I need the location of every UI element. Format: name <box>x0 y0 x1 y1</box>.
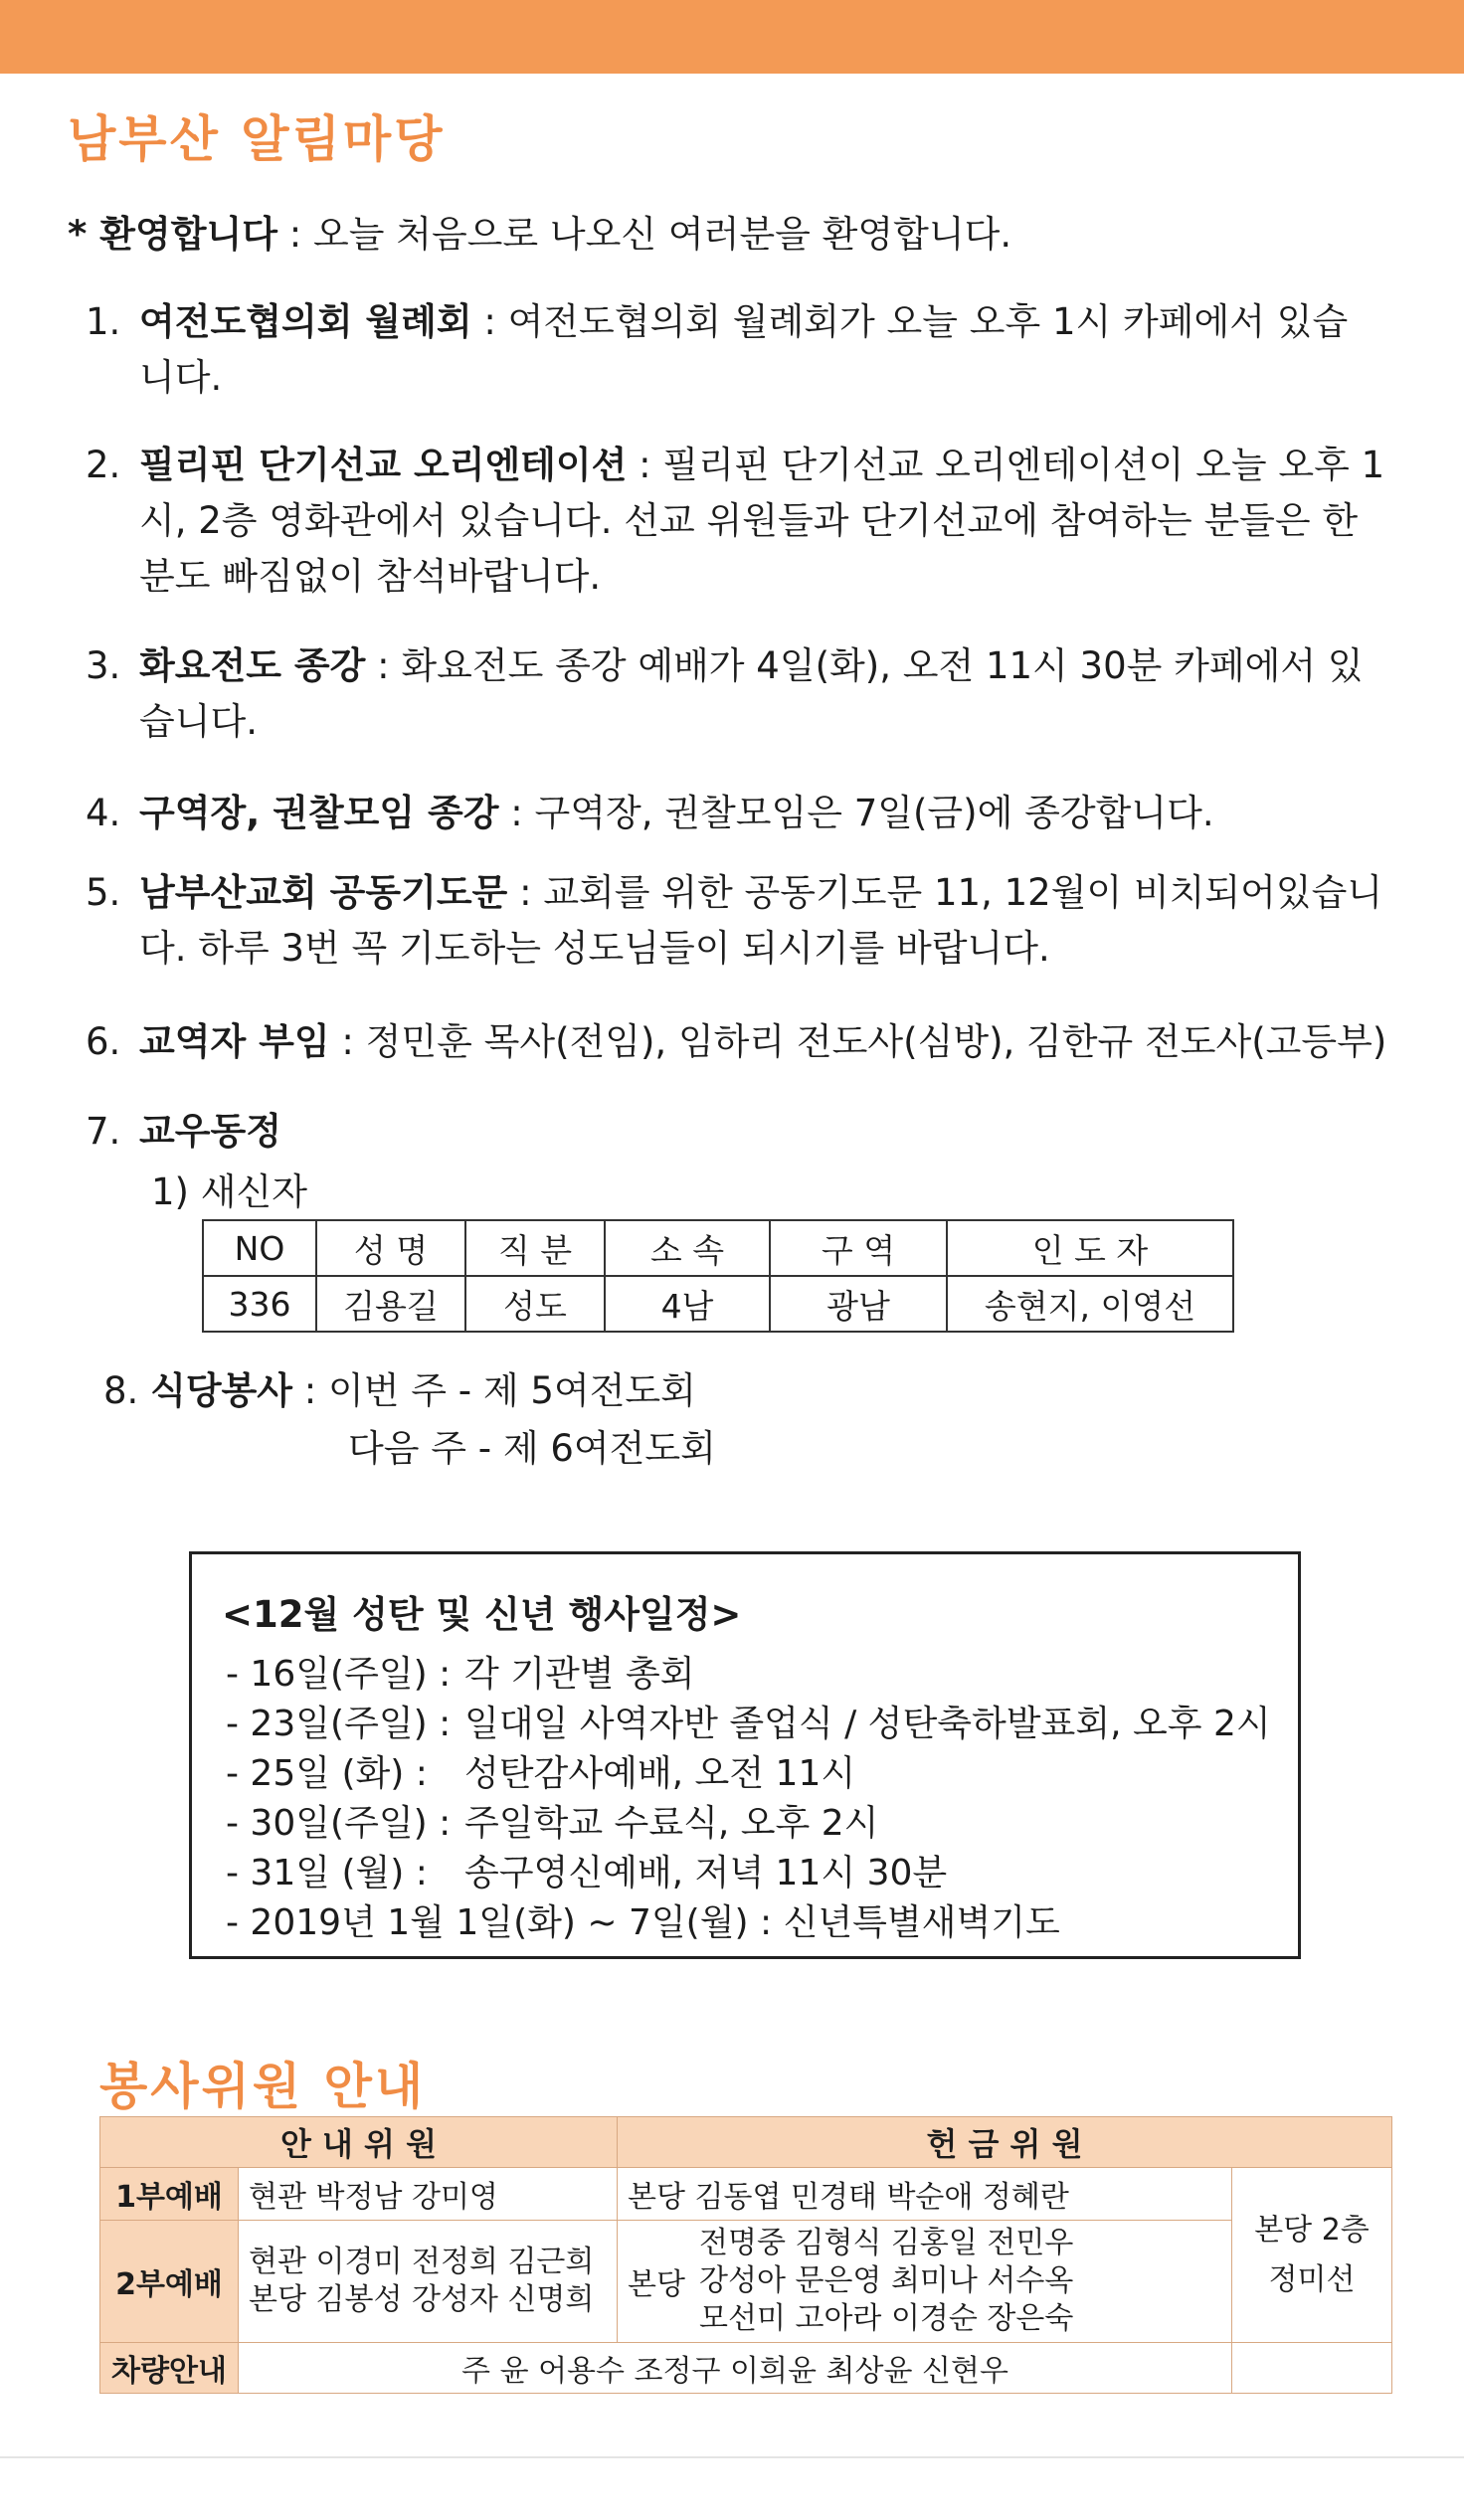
schedule-title: <12월 성탄 및 신년 행사일정> <box>222 1593 742 1636</box>
table-cell: 336 <box>203 1276 316 1332</box>
schedule-row <box>226 1646 695 1697</box>
schedule-date: - 25일 (화) : <box>226 1753 428 1794</box>
welcome-sep: : <box>276 213 313 256</box>
table-cell: 성도 <box>465 1276 605 1332</box>
item-label: 화요전도 종강 <box>139 644 366 687</box>
welcome-line <box>68 204 1011 258</box>
notice-item-3: 3. 화요전도 종강 : 화요전도 종강 예배가 4일(화), 오전 11시 30분 카페에서 있습니다. <box>86 638 1378 750</box>
service-guide <box>239 2221 618 2343</box>
schedule-text: 성탄감사예배, 오전 11시 <box>464 1753 856 1794</box>
item-text: 여전도협의회 월례회가 오늘 오후 1시 카페에서 있습니다. <box>139 300 1349 399</box>
schedule-date: - 16일(주일) : <box>226 1654 452 1695</box>
service-row-second <box>100 2221 1392 2343</box>
service-extra-place: 본당 2층 <box>1254 2212 1370 2248</box>
notice-item-2: 2. 필리핀 단기선교 오리엔테이션 : 필리핀 단기선교 오리엔테이션이 오늘 오후 1시, 2층 영화관에서 있습니다. 선교 위원들과 단기선교에 참여하는 분들은 한분도 빠짐없이 참석바랍니다. <box>86 438 1388 605</box>
service-offering <box>618 2221 1232 2343</box>
top-color-band <box>0 0 1464 74</box>
service-row-first <box>100 2168 1392 2221</box>
service-offering: 본당 김동엽 민경태 박순애 정혜란 <box>618 2168 1232 2221</box>
service-guide-line: 현관 이경미 전정희 김근희 <box>249 2245 595 2279</box>
service-row-parking <box>100 2343 1392 2394</box>
schedule-date: - 2019년 1월 1일(화) ~ 7일(월) : <box>226 1902 773 1943</box>
table-cell: 송현지, 이영선 <box>947 1276 1233 1332</box>
meal-number: 8. <box>103 1369 139 1412</box>
meal-service <box>103 1362 716 1478</box>
meal-next-week: 다음 주 - 제 6여전도회 <box>348 1427 716 1470</box>
service-header-guide: 안 내 위 원 <box>100 2117 618 2168</box>
service-header-offering: 헌 금 위 원 <box>618 2117 1392 2168</box>
item-text: 교회를 위한 공동기도문 11, 12월이 비치되어있습니다. 하루 3번 꼭 기도하는 성도님들이 되시기를 바랍니다. <box>139 871 1383 970</box>
service-table <box>99 2116 1392 2394</box>
service-guide: 현관 박정남 강미영 <box>239 2168 618 2221</box>
table-header-cell: 인 도 자 <box>947 1220 1233 1276</box>
table-header-cell: 소 속 <box>605 1220 770 1276</box>
meal-this-week: 이번 주 - 제 5여전도회 <box>328 1369 696 1412</box>
schedule-row <box>226 1845 947 1895</box>
newcomer-table <box>202 1219 1234 1333</box>
schedule-date: - 30일(주일) : <box>226 1803 452 1844</box>
service-label: 2부예배 <box>100 2221 239 2343</box>
item-text: 구역장, 권찰모임은 7일(금)에 종강합니다. <box>534 792 1214 834</box>
item-number: 2. <box>86 444 121 486</box>
item-number: 5. <box>86 871 121 914</box>
schedule-row <box>226 1795 878 1846</box>
item-label: 필리핀 단기선교 오리엔테이션 <box>139 444 628 486</box>
table-header-cell: 성 명 <box>316 1220 465 1276</box>
notice-item-1: 1. 여전도협의회 월례회 : 여전도협의회 월례회가 오늘 오후 1시 카페에서 있습니다. <box>86 294 1378 406</box>
item-text: 필리핀 단기선교 오리엔테이션이 오늘 오후 1시, 2층 영화관에서 있습니다. 선교 위원들과 단기선교에 참여하는 분들은 한분도 빠짐없이 참석바랍니다. <box>139 444 1385 598</box>
service-offering-line: 모선미 고아라 이경순 장은숙 <box>699 2301 1074 2336</box>
item-label: 교역자 부임 <box>139 1020 330 1063</box>
notice-item-6: 6. 교역자 부임 : 정민훈 목사(전임), 임하리 전도사(심방), 김한규 전도사(고등부) <box>86 1014 1408 1070</box>
item-number: 7. <box>86 1110 121 1153</box>
schedule-box <box>189 1551 1301 1959</box>
item-label: 구역장, 권찰모임 종강 <box>139 792 499 834</box>
newcomer-label: 1) 새신자 <box>151 1170 307 1213</box>
table-cell: 김용길 <box>316 1276 465 1332</box>
table-cell: 광남 <box>770 1276 947 1332</box>
welcome-label: * 환영합니다 <box>68 213 277 256</box>
item-number: 1. <box>86 300 121 343</box>
service-offering-line: 전명중 김형식 김홍일 전민우 <box>699 2226 1074 2260</box>
notice-item-4: 4. 구역장, 권찰모임 종강 : 구역장, 권찰모임은 7일(금)에 종강합니다. <box>86 786 1388 841</box>
service-guide-line: 본당 김봉성 강성자 신명희 <box>249 2282 595 2317</box>
schedule-text: 신년특별새벽기도 <box>783 1902 1060 1943</box>
table-header-cell: NO <box>203 1220 316 1276</box>
notice-title: 남부산 알림마당 <box>68 110 446 168</box>
item-label: 여전도협의회 월례회 <box>139 300 472 343</box>
schedule-text: 송구영신예배, 저녁 11시 30분 <box>464 1853 948 1893</box>
service-parking-names: 주 윤 어용수 조정구 이희윤 최상윤 신현우 <box>239 2343 1232 2394</box>
item-label: 교우동정 <box>139 1110 281 1153</box>
service-offering-tag: 본당 <box>628 2267 685 2302</box>
table-cell: 4남 <box>605 1276 770 1332</box>
service-extra <box>1232 2168 1392 2343</box>
item-text: 화요전도 종강 예배가 4일(화), 오전 11시 30분 카페에서 있습니다. <box>139 644 1364 743</box>
table-header-cell: 직 분 <box>465 1220 605 1276</box>
service-label: 1부예배 <box>100 2168 239 2221</box>
service-extra-name: 정미선 <box>1268 2261 1356 2297</box>
item-number: 6. <box>86 1020 121 1063</box>
item-number: 3. <box>86 644 121 687</box>
schedule-text: 각 기관별 총회 <box>464 1654 695 1695</box>
item-number: 4. <box>86 792 121 834</box>
schedule-row <box>226 1745 855 1796</box>
welcome-text: 오늘 처음으로 나오신 여러분을 환영합니다. <box>312 213 1012 256</box>
schedule-row <box>226 1894 1060 1945</box>
table-row <box>203 1276 1233 1332</box>
meal-label: 식당봉사 <box>150 1369 293 1412</box>
schedule-date: - 23일(주일) : <box>226 1704 452 1744</box>
table-header-row <box>203 1220 1233 1276</box>
service-header-row <box>100 2117 1392 2168</box>
notice-item-5: 5. 남부산교회 공동기도문 : 교회를 위한 공동기도문 11, 12월이 비치되어있습니다. 하루 3번 꼭 기도하는 성도님들이 되시기를 바랍니다. <box>86 865 1388 977</box>
item-label: 남부산교회 공동기도문 <box>139 871 508 914</box>
page-bottom-rule <box>0 2456 1464 2458</box>
schedule-date: - 31일 (월) : <box>226 1853 428 1893</box>
table-header-cell: 구 역 <box>770 1220 947 1276</box>
schedule-text: 일대일 사역자반 졸업식 / 성탄축하발표회, 오후 2시 <box>464 1704 1271 1744</box>
notice-item-7 <box>86 1104 1388 1160</box>
schedule-row <box>226 1696 1271 1746</box>
service-offering-line: 강성아 문은영 최미나 서수옥 <box>699 2263 1074 2298</box>
service-parking-empty <box>1232 2343 1392 2394</box>
item-text: 정민훈 목사(전임), 임하리 전도사(심방), 김한규 전도사(고등부) <box>365 1020 1387 1063</box>
service-title: 봉사위원 안내 <box>99 2058 427 2115</box>
service-label: 차량안내 <box>100 2343 239 2394</box>
schedule-text: 주일학교 수료식, 오후 2시 <box>464 1803 879 1844</box>
meal-sep: : <box>292 1369 329 1412</box>
